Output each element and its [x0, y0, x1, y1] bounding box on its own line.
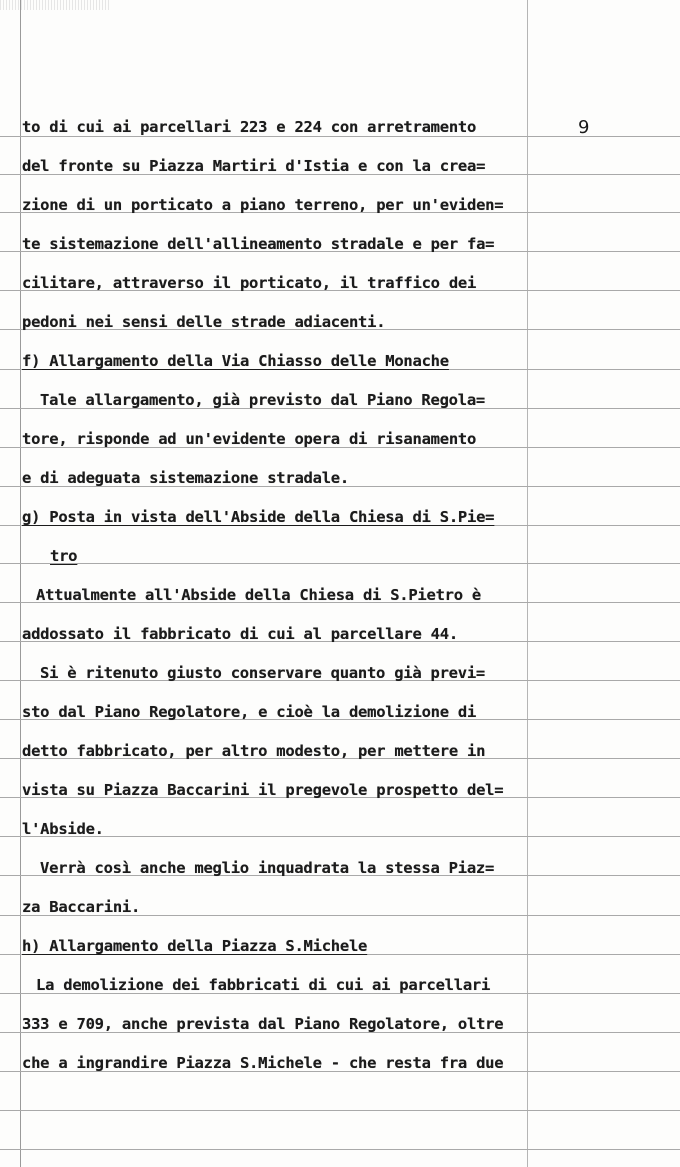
text-line: za Baccarini. — [22, 898, 141, 916]
text-line: pedoni nei sensi delle strade adiacenti. — [22, 313, 386, 331]
paragraph-first-line: Si è ritenuto giusto conservare quanto già previ= — [40, 664, 486, 682]
text-line: che a ingrandire Piazza S.Michele - che resta fra due — [22, 1054, 504, 1072]
text-line: 333 e 709, anche prevista dal Piano Regolatore, oltre — [22, 1015, 504, 1033]
paragraph-first-line: Attualmente all'Abside della Chiesa di S.Pietro è — [36, 586, 482, 604]
paragraph-first-line: Tale allargamento, già previsto dal Piano Regola= — [40, 391, 486, 409]
text-line: zione di un porticato a piano terreno, per un'eviden= — [22, 196, 504, 214]
text-line: detto fabbricato, per altro modesto, per mettere in — [22, 742, 486, 760]
section-heading: f) Allargamento della Via Chiasso delle Monache — [22, 352, 449, 370]
text-line: addossato il fabbricato di cui al parcellare 44. — [22, 625, 458, 643]
text-line: to di cui ai parcellari 223 e 224 con arretramento — [22, 118, 477, 136]
ruled-line — [0, 563, 680, 564]
section-heading: g) Posta in vista dell'Abside della Chiesa di S.Pie= — [22, 508, 495, 526]
paragraph-first-line: Verrà così anche meglio inquadrata la stessa Piaz= — [40, 859, 495, 877]
text-line: vista su Piazza Baccarini il pregevole prospetto del= — [22, 781, 504, 799]
section-heading-continuation: tro — [50, 547, 78, 565]
text-line: cilitare, attraverso il porticato, il traffico dei — [22, 274, 477, 292]
section-heading: h) Allargamento della Piazza S.Michele — [22, 937, 368, 955]
text-line: del fronte su Piazza Martiri d'Istia e con la crea= — [22, 157, 486, 175]
page-number: 9 — [578, 117, 590, 138]
paragraph-first-line: La demolizione dei fabbricati di cui ai parcellari — [36, 976, 491, 994]
text-line: e di adeguata sistemazione stradale. — [22, 469, 349, 487]
ruled-line — [0, 1149, 680, 1150]
scan-artifact — [0, 0, 110, 10]
right-margin-rule — [527, 0, 528, 1167]
text-line: te sistemazione dell'allineamento stradale e per fa= — [22, 235, 495, 253]
text-line: tore, risponde ad un'evidente opera di risanamento — [22, 430, 477, 448]
text-line: sto dal Piano Regolatore, e cioè la demolizione di — [22, 703, 477, 721]
left-margin-rule — [20, 0, 21, 1167]
text-line: l'Abside. — [22, 820, 104, 838]
ruled-line — [0, 1110, 680, 1111]
